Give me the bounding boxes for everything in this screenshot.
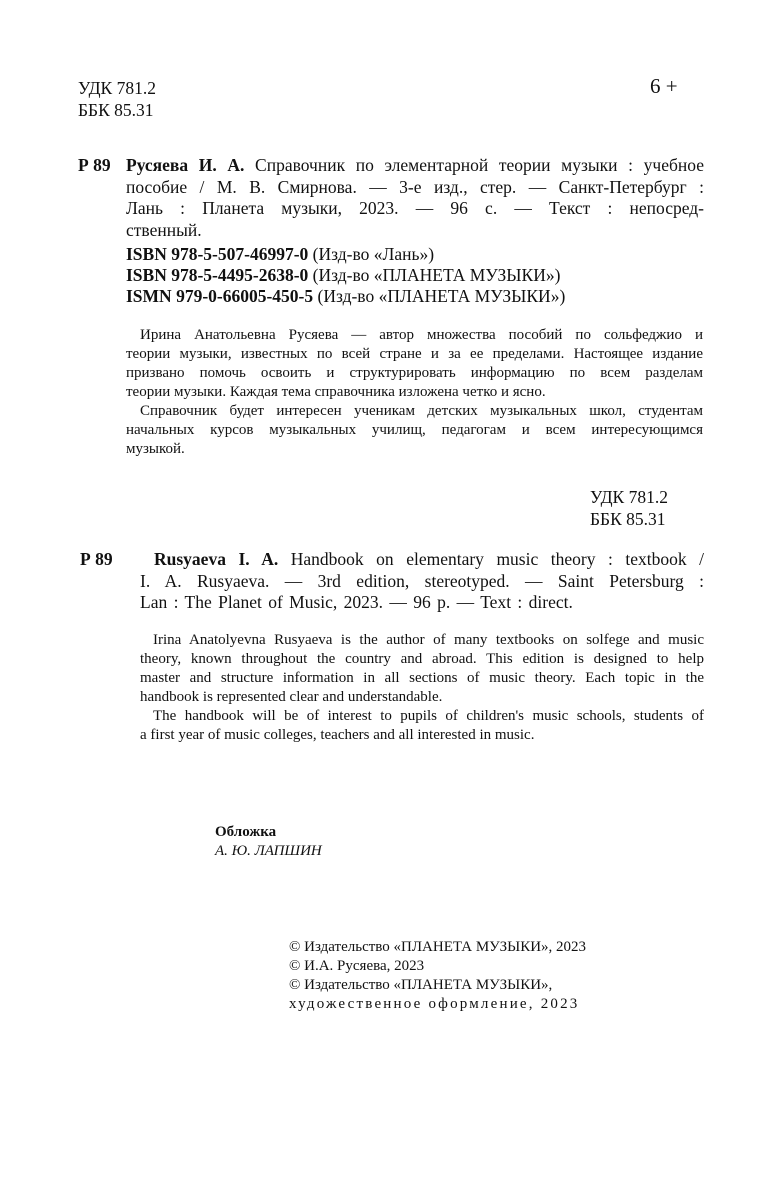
en-classification	[590, 487, 668, 530]
ru-annotation-line: Ирина Анатольевна Русяева — автор множества пособий по сольфеджио и	[140, 327, 703, 343]
ru-annotation-line: музыкой.	[126, 441, 185, 457]
isbn-publisher: (Изд-во «Лань»)	[312, 244, 435, 264]
en-record-title: Handbook on elementary music theory : textbook /	[290, 549, 704, 569]
copyright-block	[289, 938, 586, 1014]
ru-annotation-line: теории музыки. Каждая тема справочника изложена четко и ясно.	[126, 384, 546, 400]
en-annotation-line: a first year of music colleges, teachers and all interested in music.	[140, 727, 535, 743]
en-record-line-2: I. A. Rusyaeva. — 3rd edition, stereotyped. — Saint Petersburg :	[140, 570, 704, 591]
cover-artist: А. Ю. ЛАПШИН	[215, 843, 322, 859]
ru-annotation-line: начальных курсов музыкальных училищ, педагогам и всем интересующимся	[126, 422, 703, 438]
ru-annotation-line: призвано помочь освоить и структурировать информацию по всем разделам	[126, 365, 703, 381]
ru-annotation	[126, 326, 703, 459]
en-record-author: Rusyaeva I. A.	[154, 549, 279, 569]
ru-record	[126, 155, 704, 241]
isbn-line	[126, 265, 565, 286]
cover-credit	[215, 823, 322, 861]
bbk-code: ББК 85.31	[590, 508, 666, 529]
en-annotation-line: Irina Anatolyevna Rusyaeva is the author of many textbooks on solfege and music	[153, 632, 704, 648]
ru-record-line-1	[126, 155, 704, 177]
ru-record-author: Русяева И. А.	[126, 155, 245, 175]
age-rating: 6 +	[650, 74, 678, 98]
copyright-line: художественное оформление, 2023	[289, 996, 580, 1012]
ru-record-line-3: Лань : Планета музыки, 2023. — 96 с. — Текст : непосред-	[126, 198, 704, 218]
en-annotation-line: theory, known throughout the country and abroad. This edition is designed to help	[140, 651, 704, 667]
copyright-line: © Издательство «ПЛАНЕТА МУЗЫКИ»,	[289, 977, 553, 993]
en-record	[140, 549, 704, 614]
isbn-label: ISBN	[126, 244, 167, 264]
en-record-line-1	[140, 549, 704, 571]
isbn-label: ISBN	[126, 265, 167, 285]
en-annotation	[140, 631, 704, 745]
ismn-label: ISMN	[126, 286, 172, 306]
ru-record-title: Справочник по элементарной теории музыки : учебное	[255, 155, 704, 175]
ismn-number: 979-0-66005-450-5	[176, 286, 314, 306]
ru-annotation-line: Справочник будет интересен ученикам детских музыкальных школ, студентам	[140, 403, 703, 419]
ru-record-index: Р 89	[78, 155, 111, 175]
en-record-line-3: Lan : The Planet of Music, 2023. — 96 p. — Text : direct.	[140, 592, 573, 612]
ru-annotation-line: теории музыки, известных по всей стране и за ее пределами. Настоящее издание	[126, 346, 703, 362]
bbk-code: ББК 85.31	[78, 99, 154, 120]
en-annotation-line: The handbook will be of interest to pupils of children's music schools, students of	[153, 708, 704, 724]
ismn-publisher: (Изд-во «ПЛАНЕТА МУЗЫКИ»)	[317, 286, 566, 306]
en-record-index: Р 89	[80, 549, 113, 569]
ru-record-line-4: ственный.	[126, 219, 202, 240]
en-annotation-line: master and structure information in all sections of music theory. Each topic in the	[140, 670, 704, 686]
isbn-publisher: (Изд-во «ПЛАНЕТА МУЗЫКИ»)	[312, 265, 561, 285]
ismn-line	[126, 286, 565, 307]
udk-code: УДК 781.2	[590, 487, 668, 507]
cover-label: Обложка	[215, 824, 277, 840]
isbn-number: 978-5-507-46997-0	[171, 244, 309, 264]
isbn-block	[126, 244, 565, 307]
isbn-number: 978-5-4495-2638-0	[171, 265, 309, 285]
copyright-line: © И.А. Русяева, 2023	[289, 958, 425, 974]
ru-record-line-2: пособие / М. В. Смирнова. — 3-е изд., стер. — Санкт-Петербург :	[126, 176, 704, 197]
isbn-line	[126, 244, 565, 265]
en-annotation-line: handbook is represented clear and understandable.	[140, 689, 443, 705]
copyright-line: © Издательство «ПЛАНЕТА МУЗЫКИ», 2023	[289, 939, 587, 955]
udk-code: УДК 781.2	[78, 78, 156, 98]
header-classification	[78, 78, 156, 121]
